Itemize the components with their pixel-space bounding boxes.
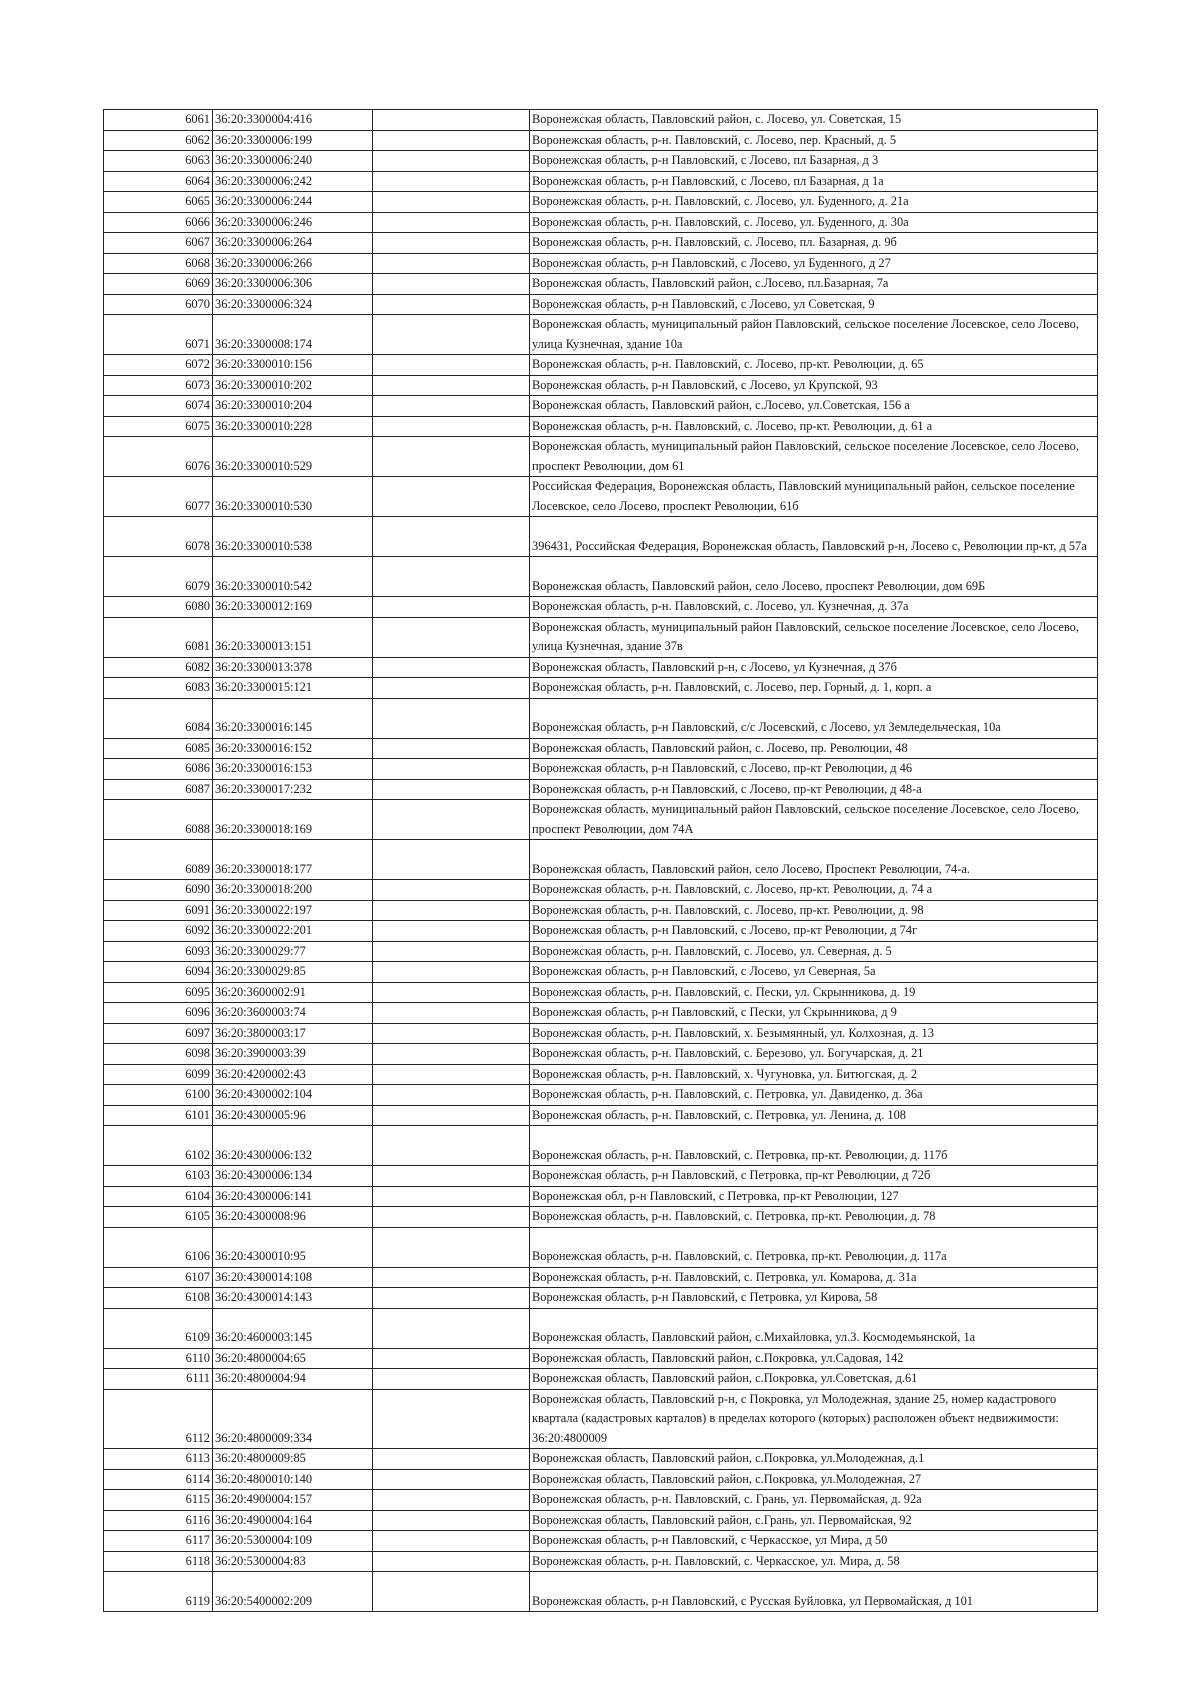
empty-cell bbox=[373, 233, 530, 254]
cadastral-number-cell: 36:20:3300018:200 bbox=[213, 880, 373, 901]
empty-cell bbox=[373, 1469, 530, 1490]
table-row bbox=[104, 1389, 1098, 1449]
address-cell: Воронежская область, муниципальный район Павловский, сельское поселение Лосевское, село Лосево, проспект Революции, дом 61 bbox=[530, 437, 1098, 477]
cadastral-number-cell: 36:20:3300022:197 bbox=[213, 900, 373, 921]
table-row bbox=[104, 1308, 1098, 1348]
cadastral-number-cell: 36:20:5400002:209 bbox=[213, 1572, 373, 1612]
table-row bbox=[104, 130, 1098, 151]
table-row bbox=[104, 1044, 1098, 1065]
address-cell: Воронежская область, р-н. Павловский, с. Пески, ул. Скрынникова, д. 19 bbox=[530, 982, 1098, 1003]
row-number-cell: 6094 bbox=[104, 962, 213, 983]
address-cell: Воронежская область, Павловский район, с.Лосево, ул.Советская, 156 а bbox=[530, 396, 1098, 417]
empty-cell bbox=[373, 982, 530, 1003]
empty-cell bbox=[373, 1044, 530, 1065]
table-row bbox=[104, 597, 1098, 618]
row-number-cell: 6082 bbox=[104, 657, 213, 678]
cadastral-number-cell: 36:20:3800003:17 bbox=[213, 1023, 373, 1044]
cadastral-number-cell: 36:20:3300010:204 bbox=[213, 396, 373, 417]
empty-cell bbox=[373, 800, 530, 840]
table-row bbox=[104, 1510, 1098, 1531]
cadastral-number-cell: 36:20:4200002:43 bbox=[213, 1064, 373, 1085]
cadastral-number-cell: 36:20:3300008:174 bbox=[213, 315, 373, 355]
row-number-cell: 6062 bbox=[104, 130, 213, 151]
table-row bbox=[104, 1348, 1098, 1369]
cadastral-number-cell: 36:20:3300006:324 bbox=[213, 294, 373, 315]
cadastral-number-cell: 36:20:3300016:145 bbox=[213, 698, 373, 738]
row-number-cell: 6069 bbox=[104, 274, 213, 295]
empty-cell bbox=[373, 171, 530, 192]
table-row bbox=[104, 517, 1098, 557]
address-cell: Воронежская область, р-н. Павловский, х. Безымянный, ул. Колхозная, д. 13 bbox=[530, 1023, 1098, 1044]
cadastral-number-cell: 36:20:3300010:202 bbox=[213, 375, 373, 396]
table-row bbox=[104, 1551, 1098, 1572]
address-cell: Воронежская область, р-н. Павловский, с. Лосево, ул. Буденного, д. 21а bbox=[530, 192, 1098, 213]
table-row bbox=[104, 1085, 1098, 1106]
row-number-cell: 6072 bbox=[104, 355, 213, 376]
address-cell: Воронежская область, р-н. Павловский, с. Лосево, пр-кт. Революции, д. 74 а bbox=[530, 880, 1098, 901]
table-row bbox=[104, 982, 1098, 1003]
registry-table-body bbox=[104, 110, 1098, 1612]
address-cell: Воронежская область, р-н Павловский, с Лосево, ул Северная, 5а bbox=[530, 962, 1098, 983]
cadastral-number-cell: 36:20:3300006:246 bbox=[213, 212, 373, 233]
table-row bbox=[104, 941, 1098, 962]
address-cell: Воронежская область, р-н Павловский, с/с Лосевский, с Лосево, ул Земледельческая, 10а bbox=[530, 698, 1098, 738]
empty-cell bbox=[373, 880, 530, 901]
row-number-cell: 6070 bbox=[104, 294, 213, 315]
empty-cell bbox=[373, 1267, 530, 1288]
row-number-cell: 6063 bbox=[104, 151, 213, 172]
cadastral-number-cell: 36:20:3300006:264 bbox=[213, 233, 373, 254]
cadastral-number-cell: 36:20:3300006:306 bbox=[213, 274, 373, 295]
empty-cell bbox=[373, 416, 530, 437]
empty-cell bbox=[373, 1085, 530, 1106]
address-cell: Воронежская область, р-н. Павловский, х. Чугуновка, ул. Битюгская, д. 2 bbox=[530, 1064, 1098, 1085]
empty-cell bbox=[373, 738, 530, 759]
cadastral-number-cell: 36:20:3300006:240 bbox=[213, 151, 373, 172]
empty-cell bbox=[373, 1105, 530, 1126]
cadastral-number-cell: 36:20:3300006:244 bbox=[213, 192, 373, 213]
empty-cell bbox=[373, 517, 530, 557]
empty-cell bbox=[373, 1449, 530, 1470]
row-number-cell: 6097 bbox=[104, 1023, 213, 1044]
row-number-cell: 6090 bbox=[104, 880, 213, 901]
cadastral-number-cell: 36:20:3300010:156 bbox=[213, 355, 373, 376]
address-cell: 396431, Российская Федерация, Воронежская область, Павловский р-н, Лосево с, Революции пр-кт, д 57а bbox=[530, 517, 1098, 557]
table-row bbox=[104, 416, 1098, 437]
row-number-cell: 6102 bbox=[104, 1126, 213, 1166]
cadastral-number-cell: 36:20:3300016:153 bbox=[213, 759, 373, 780]
row-number-cell: 6103 bbox=[104, 1166, 213, 1187]
address-cell: Воронежская область, р-н Павловский, с Лосево, пр-кт Революции, д 74г bbox=[530, 921, 1098, 942]
cadastral-number-cell: 36:20:4900004:164 bbox=[213, 1510, 373, 1531]
cadastral-number-cell: 36:20:3300022:201 bbox=[213, 921, 373, 942]
table-row bbox=[104, 1449, 1098, 1470]
address-cell: Воронежская область, р-н Павловский, с Лосево, ул Буденного, д 27 bbox=[530, 253, 1098, 274]
address-cell: Воронежская область, Павловский район, с.Покровка, ул.Молодежная, д.1 bbox=[530, 1449, 1098, 1470]
address-cell: Воронежская область, р-н. Павловский, с. Петровка, пр-кт. Революции, д. 117б bbox=[530, 1126, 1098, 1166]
row-number-cell: 6076 bbox=[104, 437, 213, 477]
row-number-cell: 6114 bbox=[104, 1469, 213, 1490]
row-number-cell: 6061 bbox=[104, 110, 213, 131]
empty-cell bbox=[373, 1572, 530, 1612]
table-row bbox=[104, 738, 1098, 759]
address-cell: Воронежская область, р-н. Павловский, с. Лосево, ул. Кузнечная, д. 37а bbox=[530, 597, 1098, 618]
empty-cell bbox=[373, 657, 530, 678]
table-row bbox=[104, 477, 1098, 517]
address-cell: Воронежская область, Павловский р-н, с Лосево, ул Кузнечная, д 37б bbox=[530, 657, 1098, 678]
table-row bbox=[104, 151, 1098, 172]
row-number-cell: 6104 bbox=[104, 1186, 213, 1207]
empty-cell bbox=[373, 437, 530, 477]
address-cell: Воронежская область, р-н. Павловский, с. Лосево, ул. Буденного, д. 30а bbox=[530, 212, 1098, 233]
address-cell: Воронежская область, Павловский район, с.Лосево, пл.Базарная, 7а bbox=[530, 274, 1098, 295]
address-cell: Воронежская область, р-н. Павловский, с. Петровка, ул. Комарова, д. 31а bbox=[530, 1267, 1098, 1288]
cadastral-number-cell: 36:20:3900003:39 bbox=[213, 1044, 373, 1065]
address-cell: Российская Федерация, Воронежская область, Павловский муниципальный район, сельское поселение Лосевское, село Лосево, проспект Революции, 61б bbox=[530, 477, 1098, 517]
address-cell: Воронежская область, р-н Павловский, с Русская Буйловка, ул Первомайская, д 101 bbox=[530, 1572, 1098, 1612]
table-row bbox=[104, 274, 1098, 295]
table-row bbox=[104, 1003, 1098, 1024]
row-number-cell: 6073 bbox=[104, 375, 213, 396]
table-row bbox=[104, 1023, 1098, 1044]
row-number-cell: 6084 bbox=[104, 698, 213, 738]
table-row bbox=[104, 617, 1098, 657]
empty-cell bbox=[373, 130, 530, 151]
table-row bbox=[104, 1166, 1098, 1187]
empty-cell bbox=[373, 759, 530, 780]
table-row bbox=[104, 779, 1098, 800]
empty-cell bbox=[373, 355, 530, 376]
table-row bbox=[104, 1064, 1098, 1085]
row-number-cell: 6110 bbox=[104, 1348, 213, 1369]
empty-cell bbox=[373, 941, 530, 962]
cadastral-number-cell: 36:20:3300010:228 bbox=[213, 416, 373, 437]
empty-cell bbox=[373, 110, 530, 131]
empty-cell bbox=[373, 1510, 530, 1531]
table-row bbox=[104, 171, 1098, 192]
empty-cell bbox=[373, 698, 530, 738]
empty-cell bbox=[373, 1490, 530, 1511]
address-cell: Воронежская область, р-н Павловский, с Пески, ул Скрынникова, д 9 bbox=[530, 1003, 1098, 1024]
address-cell: Воронежская область, Павловский район, с.Покровка, ул.Советская, д.61 bbox=[530, 1369, 1098, 1390]
table-row bbox=[104, 1186, 1098, 1207]
address-cell: Воронежская обл, р-н Павловский, с Петровка, пр-кт Революции, 127 bbox=[530, 1186, 1098, 1207]
table-row bbox=[104, 678, 1098, 699]
table-row bbox=[104, 233, 1098, 254]
cadastral-number-cell: 36:20:3300006:199 bbox=[213, 130, 373, 151]
table-row bbox=[104, 1126, 1098, 1166]
empty-cell bbox=[373, 779, 530, 800]
empty-cell bbox=[373, 617, 530, 657]
table-row bbox=[104, 1572, 1098, 1612]
row-number-cell: 6071 bbox=[104, 315, 213, 355]
row-number-cell: 6112 bbox=[104, 1389, 213, 1449]
cadastral-number-cell: 36:20:4800009:85 bbox=[213, 1449, 373, 1470]
cadastral-number-cell: 36:20:5300004:109 bbox=[213, 1531, 373, 1552]
cadastral-number-cell: 36:20:4300002:104 bbox=[213, 1085, 373, 1106]
address-cell: Воронежская область, Павловский район, с.Грань, ул. Первомайская, 92 bbox=[530, 1510, 1098, 1531]
row-number-cell: 6108 bbox=[104, 1288, 213, 1309]
row-number-cell: 6100 bbox=[104, 1085, 213, 1106]
empty-cell bbox=[373, 1186, 530, 1207]
row-number-cell: 6088 bbox=[104, 800, 213, 840]
cadastral-number-cell: 36:20:5300004:83 bbox=[213, 1551, 373, 1572]
row-number-cell: 6067 bbox=[104, 233, 213, 254]
row-number-cell: 6101 bbox=[104, 1105, 213, 1126]
row-number-cell: 6117 bbox=[104, 1531, 213, 1552]
table-row bbox=[104, 921, 1098, 942]
cadastral-number-cell: 36:20:4800004:94 bbox=[213, 1369, 373, 1390]
cadastral-number-cell: 36:20:4300010:95 bbox=[213, 1227, 373, 1267]
cadastral-number-cell: 36:20:3300018:177 bbox=[213, 840, 373, 880]
row-number-cell: 6118 bbox=[104, 1551, 213, 1572]
address-cell: Воронежская область, р-н Павловский, с Лосево, пл Базарная, д 3 bbox=[530, 151, 1098, 172]
cadastral-number-cell: 36:20:3300006:266 bbox=[213, 253, 373, 274]
cadastral-number-cell: 36:20:3600003:74 bbox=[213, 1003, 373, 1024]
row-number-cell: 6116 bbox=[104, 1510, 213, 1531]
row-number-cell: 6109 bbox=[104, 1308, 213, 1348]
row-number-cell: 6065 bbox=[104, 192, 213, 213]
cadastral-number-cell: 36:20:4600003:145 bbox=[213, 1308, 373, 1348]
table-row bbox=[104, 355, 1098, 376]
cadastral-number-cell: 36:20:4300006:132 bbox=[213, 1126, 373, 1166]
cadastral-number-cell: 36:20:4900004:157 bbox=[213, 1490, 373, 1511]
address-cell: Воронежская область, р-н. Павловский, с. Лосево, пл. Базарная, д. 9б bbox=[530, 233, 1098, 254]
row-number-cell: 6119 bbox=[104, 1572, 213, 1612]
address-cell: Воронежская область, р-н. Павловский, с. Лосево, пр-кт. Революции, д. 98 bbox=[530, 900, 1098, 921]
row-number-cell: 6096 bbox=[104, 1003, 213, 1024]
row-number-cell: 6113 bbox=[104, 1449, 213, 1470]
empty-cell bbox=[373, 921, 530, 942]
cadastral-number-cell: 36:20:4300014:108 bbox=[213, 1267, 373, 1288]
table-row bbox=[104, 557, 1098, 597]
row-number-cell: 6115 bbox=[104, 1490, 213, 1511]
table-row bbox=[104, 1469, 1098, 1490]
empty-cell bbox=[373, 192, 530, 213]
address-cell: Воронежская область, р-н. Павловский, с. Черкасское, ул. Мира, д. 58 bbox=[530, 1551, 1098, 1572]
empty-cell bbox=[373, 253, 530, 274]
empty-cell bbox=[373, 678, 530, 699]
table-row bbox=[104, 253, 1098, 274]
row-number-cell: 6074 bbox=[104, 396, 213, 417]
table-row bbox=[104, 1227, 1098, 1267]
table-row bbox=[104, 900, 1098, 921]
empty-cell bbox=[373, 840, 530, 880]
table-row bbox=[104, 657, 1098, 678]
address-cell: Воронежская область, р-н. Павловский, с. Березово, ул. Богучарская, д. 21 bbox=[530, 1044, 1098, 1065]
row-number-cell: 6111 bbox=[104, 1369, 213, 1390]
empty-cell bbox=[373, 151, 530, 172]
empty-cell bbox=[373, 962, 530, 983]
row-number-cell: 6086 bbox=[104, 759, 213, 780]
address-cell: Воронежская область, р-н. Павловский, с. Лосево, пер. Красный, д. 5 bbox=[530, 130, 1098, 151]
row-number-cell: 6095 bbox=[104, 982, 213, 1003]
row-number-cell: 6098 bbox=[104, 1044, 213, 1065]
table-row bbox=[104, 800, 1098, 840]
table-row bbox=[104, 437, 1098, 477]
row-number-cell: 6081 bbox=[104, 617, 213, 657]
row-number-cell: 6080 bbox=[104, 597, 213, 618]
cadastral-number-cell: 36:20:3300016:152 bbox=[213, 738, 373, 759]
address-cell: Воронежская область, Павловский район, с. Лосево, ул. Советская, 15 bbox=[530, 110, 1098, 131]
table-row bbox=[104, 192, 1098, 213]
cadastral-number-cell: 36:20:4300006:134 bbox=[213, 1166, 373, 1187]
empty-cell bbox=[373, 900, 530, 921]
empty-cell bbox=[373, 212, 530, 233]
row-number-cell: 6079 bbox=[104, 557, 213, 597]
address-cell: Воронежская область, Павловский р-н, с Покровка, ул Молодежная, здание 25, номер кадастрового квартала (кадастровых карталов) в пределах которого (которых) расположен объект недвижимости: 36:20:4800009 bbox=[530, 1389, 1098, 1449]
address-cell: Воронежская область, р-н Павловский, с Лосево, пр-кт Революции, д 46 bbox=[530, 759, 1098, 780]
cadastral-number-cell: 36:20:3300004:416 bbox=[213, 110, 373, 131]
empty-cell bbox=[373, 1308, 530, 1348]
address-cell: Воронежская область, Павловский район, с. Лосево, пр. Революции, 48 bbox=[530, 738, 1098, 759]
cadastral-number-cell: 36:20:4800010:140 bbox=[213, 1469, 373, 1490]
empty-cell bbox=[373, 375, 530, 396]
table-row bbox=[104, 375, 1098, 396]
table-row bbox=[104, 1207, 1098, 1228]
table-row bbox=[104, 1267, 1098, 1288]
address-cell: Воронежская область, Павловский район, село Лосево, Проспект Революции, 74-а. bbox=[530, 840, 1098, 880]
table-row bbox=[104, 880, 1098, 901]
address-cell: Воронежская область, р-н Павловский, с Петровка, ул Кирова, 58 bbox=[530, 1288, 1098, 1309]
empty-cell bbox=[373, 1288, 530, 1309]
table-row bbox=[104, 1490, 1098, 1511]
empty-cell bbox=[373, 557, 530, 597]
cadastral-number-cell: 36:20:4800004:65 bbox=[213, 1348, 373, 1369]
address-cell: Воронежская область, р-н. Павловский, с. Петровка, ул. Ленина, д. 108 bbox=[530, 1105, 1098, 1126]
empty-cell bbox=[373, 1166, 530, 1187]
cadastral-number-cell: 36:20:3300006:242 bbox=[213, 171, 373, 192]
address-cell: Воронежская область, р-н. Павловский, с. Лосево, пр-кт. Революции, д. 65 bbox=[530, 355, 1098, 376]
row-number-cell: 6064 bbox=[104, 171, 213, 192]
table-row bbox=[104, 840, 1098, 880]
empty-cell bbox=[373, 1126, 530, 1166]
row-number-cell: 6066 bbox=[104, 212, 213, 233]
cadastral-number-cell: 36:20:3300029:85 bbox=[213, 962, 373, 983]
row-number-cell: 6078 bbox=[104, 517, 213, 557]
address-cell: Воронежская область, р-н. Павловский, с. Грань, ул. Первомайская, д. 92а bbox=[530, 1490, 1098, 1511]
row-number-cell: 6092 bbox=[104, 921, 213, 942]
empty-cell bbox=[373, 274, 530, 295]
address-cell: Воронежская область, р-н Павловский, с Лосево, пр-кт Революции, д 48-а bbox=[530, 779, 1098, 800]
table-row bbox=[104, 1105, 1098, 1126]
row-number-cell: 6083 bbox=[104, 678, 213, 699]
cadastral-number-cell: 36:20:3300010:542 bbox=[213, 557, 373, 597]
row-number-cell: 6068 bbox=[104, 253, 213, 274]
cadastral-number-cell: 36:20:3300010:530 bbox=[213, 477, 373, 517]
empty-cell bbox=[373, 294, 530, 315]
row-number-cell: 6105 bbox=[104, 1207, 213, 1228]
cadastral-number-cell: 36:20:3300012:169 bbox=[213, 597, 373, 618]
cadastral-number-cell: 36:20:3300018:169 bbox=[213, 800, 373, 840]
cadastral-number-cell: 36:20:3300013:378 bbox=[213, 657, 373, 678]
address-cell: Воронежская область, р-н Павловский, с Петровка, пр-кт Революции, д 72б bbox=[530, 1166, 1098, 1187]
cadastral-number-cell: 36:20:3300017:232 bbox=[213, 779, 373, 800]
address-cell: Воронежская область, муниципальный район Павловский, сельское поселение Лосевское, село Лосево, улица Кузнечная, здание 10а bbox=[530, 315, 1098, 355]
address-cell: Воронежская область, р-н. Павловский, с. Лосево, пр-кт. Революции, д. 61 а bbox=[530, 416, 1098, 437]
cadastral-number-cell: 36:20:3300015:121 bbox=[213, 678, 373, 699]
empty-cell bbox=[373, 315, 530, 355]
empty-cell bbox=[373, 1003, 530, 1024]
table-row bbox=[104, 1369, 1098, 1390]
address-cell: Воронежская область, р-н Павловский, с Черкасское, ул Мира, д 50 bbox=[530, 1531, 1098, 1552]
cadastral-number-cell: 36:20:4300014:143 bbox=[213, 1288, 373, 1309]
address-cell: Воронежская область, р-н. Павловский, с. Петровка, пр-кт. Революции, д. 117а bbox=[530, 1227, 1098, 1267]
empty-cell bbox=[373, 477, 530, 517]
empty-cell bbox=[373, 1369, 530, 1390]
row-number-cell: 6077 bbox=[104, 477, 213, 517]
address-cell: Воронежская область, Павловский район, с.Покровка, ул.Садовая, 142 bbox=[530, 1348, 1098, 1369]
table-row bbox=[104, 1288, 1098, 1309]
address-cell: Воронежская область, р-н. Павловский, с. Петровка, пр-кт. Революции, д. 78 bbox=[530, 1207, 1098, 1228]
table-row bbox=[104, 396, 1098, 417]
empty-cell bbox=[373, 1389, 530, 1449]
table-row bbox=[104, 1531, 1098, 1552]
cadastral-number-cell: 36:20:4300005:96 bbox=[213, 1105, 373, 1126]
address-cell: Воронежская область, муниципальный район Павловский, сельское поселение Лосевское, село Лосево, проспект Революции, дом 74А bbox=[530, 800, 1098, 840]
registry-table bbox=[103, 109, 1098, 1612]
address-cell: Воронежская область, р-н. Павловский, с. Лосево, пер. Горный, д. 1, корп. а bbox=[530, 678, 1098, 699]
address-cell: Воронежская область, Павловский район, с.Михайловка, ул.З. Космодемьянской, 1а bbox=[530, 1308, 1098, 1348]
cadastral-number-cell: 36:20:4300006:141 bbox=[213, 1186, 373, 1207]
cadastral-number-cell: 36:20:4300008:96 bbox=[213, 1207, 373, 1228]
address-cell: Воронежская область, р-н Павловский, с Лосево, пл Базарная, д 1а bbox=[530, 171, 1098, 192]
empty-cell bbox=[373, 1207, 530, 1228]
row-number-cell: 6093 bbox=[104, 941, 213, 962]
row-number-cell: 6085 bbox=[104, 738, 213, 759]
table-row bbox=[104, 315, 1098, 355]
cadastral-number-cell: 36:20:4800009:334 bbox=[213, 1389, 373, 1449]
row-number-cell: 6099 bbox=[104, 1064, 213, 1085]
address-cell: Воронежская область, Павловский район, с.Покровка, ул.Молодежная, 27 bbox=[530, 1469, 1098, 1490]
row-number-cell: 6075 bbox=[104, 416, 213, 437]
cadastral-number-cell: 36:20:3300029:77 bbox=[213, 941, 373, 962]
cadastral-number-cell: 36:20:3300013:151 bbox=[213, 617, 373, 657]
address-cell: Воронежская область, р-н Павловский, с Лосево, ул Советская, 9 bbox=[530, 294, 1098, 315]
empty-cell bbox=[373, 1551, 530, 1572]
empty-cell bbox=[373, 1064, 530, 1085]
empty-cell bbox=[373, 1023, 530, 1044]
table-row bbox=[104, 110, 1098, 131]
table-row bbox=[104, 212, 1098, 233]
row-number-cell: 6087 bbox=[104, 779, 213, 800]
cadastral-number-cell: 36:20:3300010:538 bbox=[213, 517, 373, 557]
address-cell: Воронежская область, р-н. Павловский, с. Петровка, ул. Давиденко, д. 36а bbox=[530, 1085, 1098, 1106]
empty-cell bbox=[373, 396, 530, 417]
cadastral-number-cell: 36:20:3600002:91 bbox=[213, 982, 373, 1003]
row-number-cell: 6106 bbox=[104, 1227, 213, 1267]
row-number-cell: 6089 bbox=[104, 840, 213, 880]
address-cell: Воронежская область, р-н Павловский, с Лосево, ул Крупской, 93 bbox=[530, 375, 1098, 396]
address-cell: Воронежская область, муниципальный район Павловский, сельское поселение Лосевское, село Лосево, улица Кузнечная, здание 37в bbox=[530, 617, 1098, 657]
empty-cell bbox=[373, 597, 530, 618]
empty-cell bbox=[373, 1531, 530, 1552]
row-number-cell: 6107 bbox=[104, 1267, 213, 1288]
table-row bbox=[104, 759, 1098, 780]
row-number-cell: 6091 bbox=[104, 900, 213, 921]
address-cell: Воронежская область, Павловский район, село Лосево, проспект Революции, дом 69Б bbox=[530, 557, 1098, 597]
table-row bbox=[104, 294, 1098, 315]
address-cell: Воронежская область, р-н. Павловский, с. Лосево, ул. Северная, д. 5 bbox=[530, 941, 1098, 962]
empty-cell bbox=[373, 1348, 530, 1369]
empty-cell bbox=[373, 1227, 530, 1267]
table-row bbox=[104, 962, 1098, 983]
cadastral-number-cell: 36:20:3300010:529 bbox=[213, 437, 373, 477]
table-row bbox=[104, 698, 1098, 738]
